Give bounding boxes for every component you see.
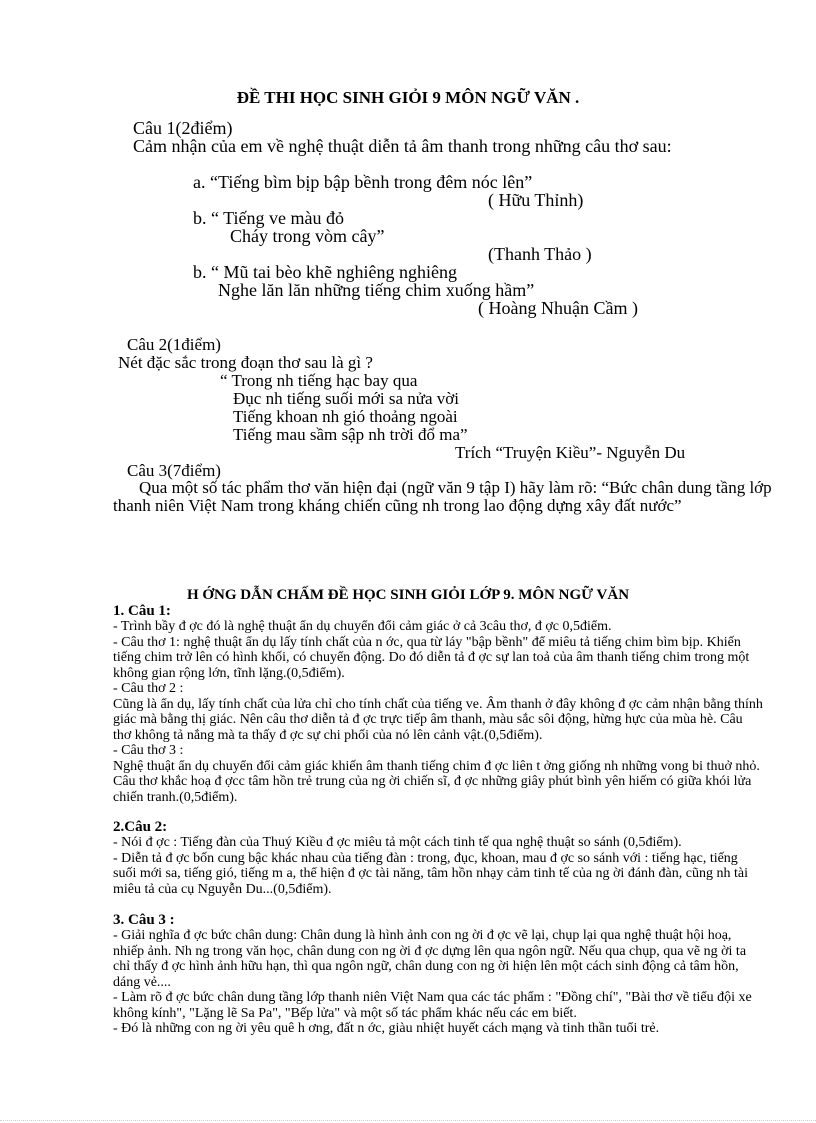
q2-poem-line: “ Trong nh tiếng hạc bay qua (220, 371, 418, 390)
guide-paragraph: - Nói đ ợc : Tiếng đàn của Thuý Kiều đ ợc miêu tả một cách tinh tế qua nghệ thuật so sánh (0,5điểm). (113, 835, 682, 850)
guide-paragraph: - Đó là những con ng ời yêu quê h ơng, đất n ớc, giàu nhiệt huyết cách mạng và tinh thần tuổi trẻ. (113, 1021, 660, 1036)
guide-sec1-body (113, 619, 763, 805)
q1-a-line: a. “Tiếng bìm bịp bập bềnh trong đêm nóc lên” (193, 172, 533, 192)
guide-paragraph: - Trình bầy đ ợc đó là nghệ thuật ẩn dụ chuyển đổi cảm giác ở cả 3câu thơ, đ ợc 0,5điểm. (113, 619, 612, 634)
q1-b2-line1: b. “ Mũ tai bèo khẽ nghiêng nghiêng (193, 262, 457, 282)
q1-a-author: ( Hữu Thỉnh) (488, 190, 584, 210)
guide-paragraph: Cũng là ẩn dụ, lấy tính chất của lửa chỉ cho tính chất của tiếng ve. Âm thanh ở đây không đ ợc cảm nhận bằng thính giác mà bằng thị giác. Nên câu thơ diễn tả đ ợc trực tiếp âm thanh, màu sắc sôi động, hừng hực của mùa hè. Câu thơ không tả nắng mà ta thấy đ ợc sự chi phối của nó lên cảnh vật.(0,5điểm). (113, 696, 763, 743)
q1-b1-author: (Thanh Thảo ) (488, 244, 592, 264)
q3-text: Qua một số tác phẩm thơ văn hiện đại (ngữ văn 9 tập I) hãy làm rõ: “Bức chân dung tầng lớp thanh niên Việt Nam trong kháng chiến cũng nh trong lao động dựng xây đất nước” (113, 478, 772, 515)
guide-paragraph: - Câu thơ 2 : (113, 681, 184, 696)
guide-sec2-body (113, 835, 763, 897)
q1-heading: Câu 1(2điểm) (133, 118, 233, 138)
exam-title: ĐỀ THI HỌC SINH GIỎI 9 MÔN NGỮ VĂN . (236, 88, 580, 107)
q2-poem-line: Tiếng mau sầm sập nh trời đổ ma” (233, 425, 468, 444)
guide-paragraph: - Diễn tả đ ợc bốn cung bậc khác nhau của tiếng đàn : trong, đục, khoan, mau đ ợc so sánh với : tiếng hạc, tiếng suối mới sa, tiếng gió, tiếng m a, thể hiện đ ợc tài năng, tâm hồn nhạy cảm tinh tế của ng ời đánh đàn, cũng nh tài miêu tả của cụ Nguyễn Du...(0,5điểm). (113, 850, 748, 897)
guide-paragraph: - Làm rõ đ ợc bức chân dung tầng lớp thanh niên Việt Nam qua các tác phẩm : "Đồng chí", "Bài thơ về tiểu đội xe không kính", "Lặng lẽ Sa Pa", "Bếp lửa" và một số tác phẩm khác nếu các em biết. (113, 990, 752, 1021)
q2-poem-line: Đục nh tiếng suối mới sa nửa vời (233, 389, 459, 408)
guide-title: H ỚNG DẪN CHẤM ĐỀ HỌC SINH GIỎI LỚP 9. MÔN NGỮ VĂN (186, 587, 630, 603)
q1-b2-line2: Nghe lăn lăn những tiếng chim xuống hầm” (218, 280, 535, 300)
q2-prompt: Nét đặc sắc trong đoạn thơ sau là gì ? (118, 353, 373, 372)
page-bottom-border (0, 1120, 816, 1121)
guide-sec1-heading: 1. Câu 1: (113, 603, 171, 619)
guide-paragraph: Nghệ thuật ẩn dụ chuyển đổi cảm giác khiến âm thanh tiếng chim đ ợc liên t ởng giống nh những vong bi thuở nhỏ. Câu thơ khắc hoạ đ ợcc tâm hồn trẻ trung của ng ời chiến sĩ, đ ợc những giây phút bình yên hiếm có giữa khói lửa chiến tranh.(0,5điểm). (113, 758, 760, 805)
q3-heading: Câu 3(7điểm) (127, 461, 221, 480)
q2-source: Trích “Truyện Kiều”- Nguyễn Du (455, 443, 686, 462)
q1-b1-line1: b. “ Tiếng ve màu đỏ (193, 208, 344, 228)
q1-b2-author: ( Hoàng Nhuận Cầm ) (478, 298, 638, 318)
q1-prompt: Cảm nhận của em về nghệ thuật diễn tả âm thanh trong những câu thơ sau: (133, 136, 672, 156)
guide-paragraph: - Câu thơ 3 : (113, 743, 184, 758)
guide-sec3-body (113, 928, 763, 1037)
guide-paragraph: - Câu thơ 1: nghệ thuật ẩn dụ lấy tính chất của n ớc, qua từ láy "bập bềnh" để miêu tả tiếng chim bìm bịp. Khiến tiếng chim trở lên có hình khối, có chuyển động. Do đó diễn tả đ ợc sự lan toả của âm thanh tiếng chim trong một không gian rộng lớn, tĩnh lặng.(0,5điểm). (113, 634, 750, 681)
q1-b1-line2: Cháy trong vòm cây” (230, 226, 385, 246)
guide-sec2-heading: 2.Câu 2: (113, 819, 168, 835)
q2-poem-line: Tiếng khoan nh gió thoảng ngoài (233, 407, 458, 426)
guide-paragraph: - Giải nghĩa đ ợc bức chân dung: Chân dung là hình ảnh con ng ời đ ợc vẽ lại, chụp lại qua nghệ thuật hội hoạ, nhiếp ảnh. Nh ng trong văn học, chân dung con ng ời đ ợc dựng lên qua ngôn ngữ. Nếu qua chụp, qua vẽ ng ời ta chỉ thấy đ ợc hình ảnh hữu hạn, thì qua ngôn ngữ, chân dung con ng ời hiện lên một cách sinh động cả tâm hồn, dáng vẻ.... (113, 928, 747, 990)
guide-sec3-heading: 3. Câu 3 : (113, 912, 175, 928)
q2-heading: Câu 2(1điểm) (127, 335, 221, 354)
